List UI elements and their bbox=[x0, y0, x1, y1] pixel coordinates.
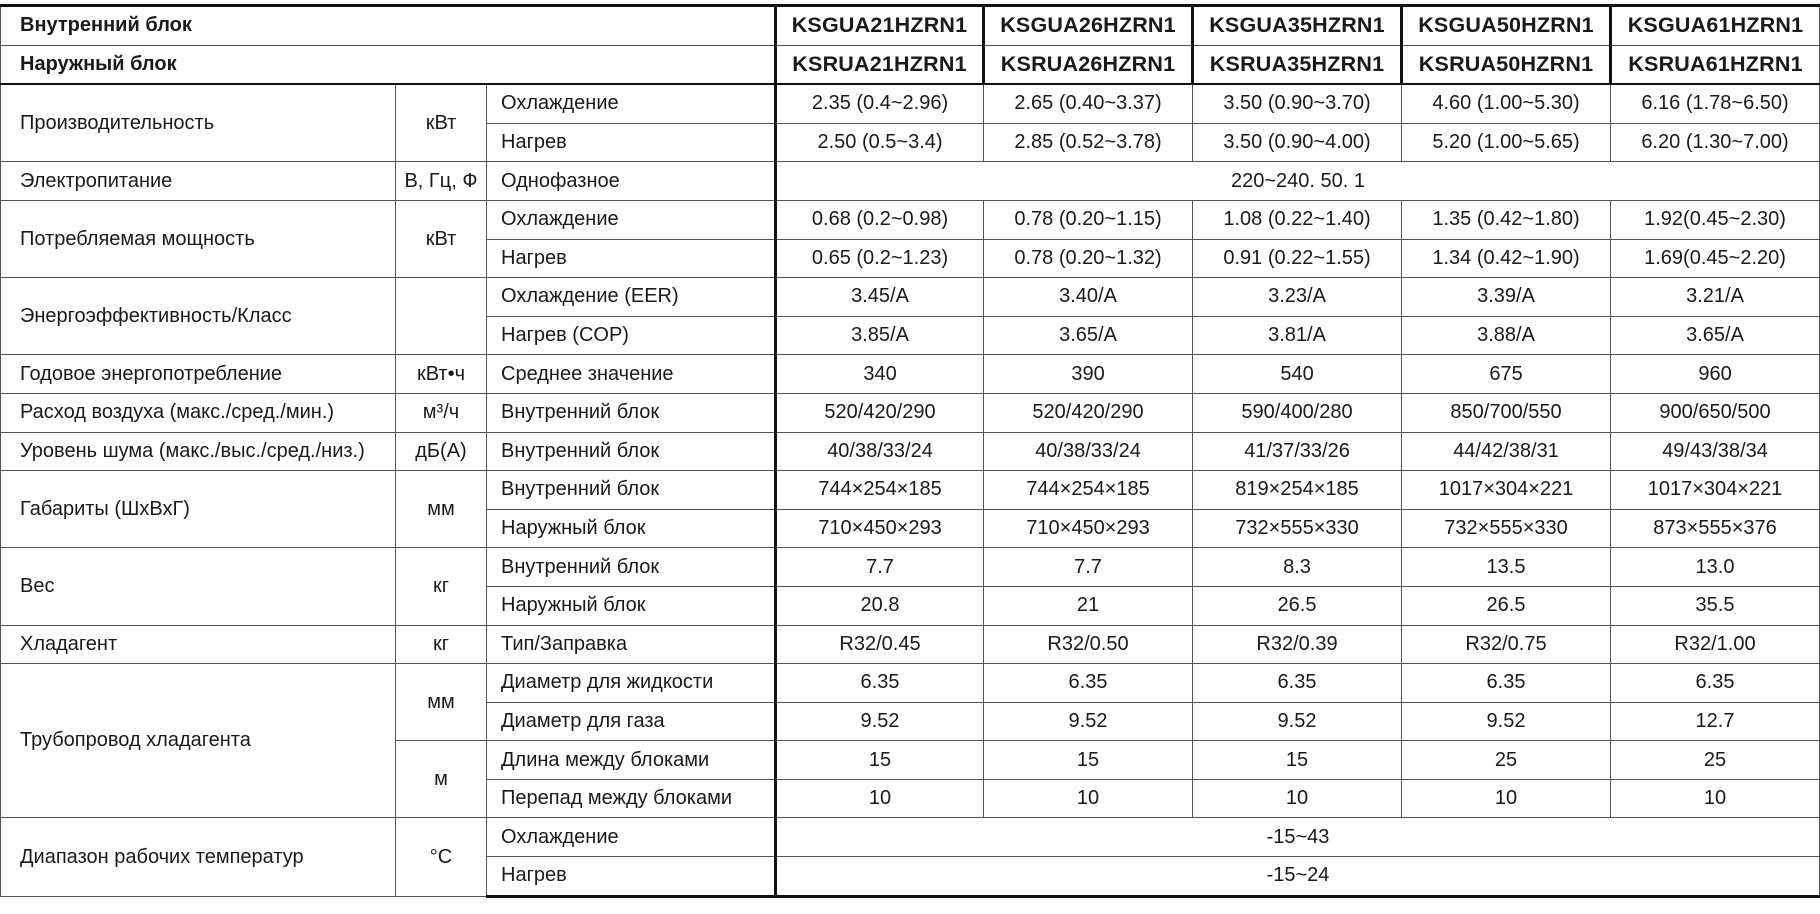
sub-label: Диаметр для газа bbox=[487, 702, 776, 741]
param-label: Производительность bbox=[1, 84, 396, 162]
indoor-model: KSGUA61HZRN1 bbox=[1611, 6, 1820, 46]
merged-value-cell: -15~43 bbox=[776, 818, 1820, 857]
value-cell: 4.60 (1.00~5.30) bbox=[1402, 84, 1611, 123]
value-cell: 710×450×293 bbox=[776, 509, 984, 548]
unit-label: В, Гц, Ф bbox=[396, 162, 487, 201]
sub-label: Нагрев (COP) bbox=[487, 316, 776, 355]
value-cell: 520/420/290 bbox=[776, 393, 984, 432]
value-cell: 40/38/33/24 bbox=[984, 432, 1193, 471]
value-cell: 10 bbox=[1611, 779, 1820, 818]
param-label: Габариты (ШхВхГ) bbox=[1, 471, 396, 548]
outdoor-unit-label: Наружный блок bbox=[1, 45, 776, 84]
value-cell: 15 bbox=[776, 741, 984, 780]
unit-label: кВт bbox=[396, 84, 487, 162]
value-cell: 675 bbox=[1402, 355, 1611, 394]
value-cell: 13.0 bbox=[1611, 548, 1820, 587]
value-cell: R32/0.75 bbox=[1402, 625, 1611, 664]
sub-label: Охлаждение bbox=[487, 84, 776, 123]
value-cell: 590/400/280 bbox=[1193, 393, 1402, 432]
sub-label: Тип/Заправка bbox=[487, 625, 776, 664]
table-row bbox=[1, 162, 1820, 201]
value-cell: 3.85/A bbox=[776, 316, 984, 355]
indoor-model: KSGUA26HZRN1 bbox=[984, 6, 1193, 46]
unit-label: °C bbox=[396, 818, 487, 896]
unit-label bbox=[396, 278, 487, 355]
value-cell: 3.21/A bbox=[1611, 278, 1820, 317]
value-cell: 9.52 bbox=[1402, 702, 1611, 741]
value-cell: 6.35 bbox=[776, 664, 984, 703]
value-cell: 873×555×376 bbox=[1611, 509, 1820, 548]
table-row bbox=[1, 471, 1820, 510]
value-cell: 1017×304×221 bbox=[1611, 471, 1820, 510]
sub-label: Наружный блок bbox=[487, 509, 776, 548]
sub-label: Наружный блок bbox=[487, 586, 776, 625]
table-row bbox=[1, 625, 1820, 664]
value-cell: 3.88/A bbox=[1402, 316, 1611, 355]
indoor-model: KSGUA50HZRN1 bbox=[1402, 6, 1611, 46]
outdoor-model: KSRUA50HZRN1 bbox=[1402, 45, 1611, 84]
value-cell: 6.35 bbox=[1402, 664, 1611, 703]
value-cell: 25 bbox=[1611, 741, 1820, 780]
value-cell: 41/37/33/26 bbox=[1193, 432, 1402, 471]
value-cell: 3.40/A bbox=[984, 278, 1193, 317]
value-cell: 6.20 (1.30~7.00) bbox=[1611, 123, 1820, 162]
value-cell: 732×555×330 bbox=[1402, 509, 1611, 548]
unit-label: кВт bbox=[396, 200, 487, 277]
param-label: Энергоэффективность/Класс bbox=[1, 278, 396, 355]
unit-label: м bbox=[396, 741, 487, 818]
value-cell: 35.5 bbox=[1611, 586, 1820, 625]
value-cell: 2.50 (0.5~3.4) bbox=[776, 123, 984, 162]
indoor-model: KSGUA35HZRN1 bbox=[1193, 6, 1402, 46]
indoor-model: KSGUA21HZRN1 bbox=[776, 6, 984, 46]
value-cell: 3.65/A bbox=[984, 316, 1193, 355]
value-cell: 13.5 bbox=[1402, 548, 1611, 587]
value-cell: 6.35 bbox=[1193, 664, 1402, 703]
outdoor-model: KSRUA61HZRN1 bbox=[1611, 45, 1820, 84]
value-cell: 0.65 (0.2~1.23) bbox=[776, 239, 984, 278]
outdoor-model: KSRUA21HZRN1 bbox=[776, 45, 984, 84]
table-row bbox=[1, 818, 1820, 857]
value-cell: 1.34 (0.42~1.90) bbox=[1402, 239, 1611, 278]
unit-label: мм bbox=[396, 664, 487, 741]
value-cell: 44/42/38/31 bbox=[1402, 432, 1611, 471]
value-cell: 0.68 (0.2~0.98) bbox=[776, 200, 984, 239]
outdoor-model: KSRUA26HZRN1 bbox=[984, 45, 1193, 84]
value-cell: 340 bbox=[776, 355, 984, 394]
param-label: Электропитание bbox=[1, 162, 396, 201]
value-cell: 2.85 (0.52~3.78) bbox=[984, 123, 1193, 162]
unit-label: м³/ч bbox=[396, 393, 487, 432]
sub-label: Однофазное bbox=[487, 162, 776, 201]
sub-label: Перепад между блоками bbox=[487, 779, 776, 818]
value-cell: 1.92(0.45~2.30) bbox=[1611, 200, 1820, 239]
sub-label: Охлаждение (EER) bbox=[487, 278, 776, 317]
value-cell: 8.3 bbox=[1193, 548, 1402, 587]
value-cell: 3.81/A bbox=[1193, 316, 1402, 355]
merged-value-cell: 220~240. 50. 1 bbox=[776, 162, 1820, 201]
param-label: Потребляемая мощность bbox=[1, 200, 396, 277]
param-label: Вес bbox=[1, 548, 396, 625]
value-cell: 6.16 (1.78~6.50) bbox=[1611, 84, 1820, 123]
value-cell: 0.78 (0.20~1.32) bbox=[984, 239, 1193, 278]
value-cell: 960 bbox=[1611, 355, 1820, 394]
value-cell: 15 bbox=[1193, 741, 1402, 780]
unit-label: дБ(А) bbox=[396, 432, 487, 471]
value-cell: 744×254×185 bbox=[984, 471, 1193, 510]
value-cell: 7.7 bbox=[984, 548, 1193, 587]
value-cell: 900/650/500 bbox=[1611, 393, 1820, 432]
merged-value-cell: -15~24 bbox=[776, 857, 1820, 897]
sub-label: Нагрев bbox=[487, 857, 776, 897]
sub-label: Охлаждение bbox=[487, 818, 776, 857]
table-row bbox=[1, 355, 1820, 394]
value-cell: 710×450×293 bbox=[984, 509, 1193, 548]
value-cell: 3.50 (0.90~4.00) bbox=[1193, 123, 1402, 162]
value-cell: 390 bbox=[984, 355, 1193, 394]
value-cell: 1017×304×221 bbox=[1402, 471, 1611, 510]
value-cell: 20.8 bbox=[776, 586, 984, 625]
value-cell: R32/0.45 bbox=[776, 625, 984, 664]
value-cell: 1.08 (0.22~1.40) bbox=[1193, 200, 1402, 239]
value-cell: 732×555×330 bbox=[1193, 509, 1402, 548]
value-cell: 12.7 bbox=[1611, 702, 1820, 741]
header-indoor-row bbox=[1, 6, 1820, 46]
table-row bbox=[1, 664, 1820, 703]
value-cell: R32/0.50 bbox=[984, 625, 1193, 664]
param-label: Трубопровод хладагента bbox=[1, 664, 396, 818]
table-row bbox=[1, 393, 1820, 432]
value-cell: 9.52 bbox=[984, 702, 1193, 741]
value-cell: 1.35 (0.42~1.80) bbox=[1402, 200, 1611, 239]
value-cell: 3.23/A bbox=[1193, 278, 1402, 317]
param-label: Уровень шума (макс./выс./сред./низ.) bbox=[1, 432, 396, 471]
value-cell: 21 bbox=[984, 586, 1193, 625]
param-label: Расход воздуха (макс./сред./мин.) bbox=[1, 393, 396, 432]
value-cell: 7.7 bbox=[776, 548, 984, 587]
value-cell: 10 bbox=[1193, 779, 1402, 818]
table-row bbox=[1, 548, 1820, 587]
value-cell: 540 bbox=[1193, 355, 1402, 394]
param-label: Диапазон рабочих температур bbox=[1, 818, 396, 896]
value-cell: 3.45/A bbox=[776, 278, 984, 317]
param-label: Хладагент bbox=[1, 625, 396, 664]
value-cell: 3.39/A bbox=[1402, 278, 1611, 317]
value-cell: R32/1.00 bbox=[1611, 625, 1820, 664]
sub-label: Охлаждение bbox=[487, 200, 776, 239]
value-cell: 6.35 bbox=[984, 664, 1193, 703]
specifications-table bbox=[0, 4, 1820, 898]
param-label: Годовое энергопотребление bbox=[1, 355, 396, 394]
sub-label: Среднее значение bbox=[487, 355, 776, 394]
table-row bbox=[1, 200, 1820, 239]
value-cell: 2.65 (0.40~3.37) bbox=[984, 84, 1193, 123]
value-cell: 25 bbox=[1402, 741, 1611, 780]
unit-label: мм bbox=[396, 471, 487, 548]
value-cell: 40/38/33/24 bbox=[776, 432, 984, 471]
sub-label: Диаметр для жидкости bbox=[487, 664, 776, 703]
unit-label: кг bbox=[396, 548, 487, 625]
table-row bbox=[1, 84, 1820, 123]
value-cell: 2.35 (0.4~2.96) bbox=[776, 84, 984, 123]
value-cell: 10 bbox=[984, 779, 1193, 818]
indoor-unit-label: Внутренний блок bbox=[1, 6, 776, 46]
sub-label: Внутренний блок bbox=[487, 393, 776, 432]
value-cell: 3.50 (0.90~3.70) bbox=[1193, 84, 1402, 123]
value-cell: 6.35 bbox=[1611, 664, 1820, 703]
value-cell: 5.20 (1.00~5.65) bbox=[1402, 123, 1611, 162]
value-cell: 9.52 bbox=[776, 702, 984, 741]
value-cell: 850/700/550 bbox=[1402, 393, 1611, 432]
value-cell: 744×254×185 bbox=[776, 471, 984, 510]
sub-label: Нагрев bbox=[487, 123, 776, 162]
table-row bbox=[1, 432, 1820, 471]
value-cell: 10 bbox=[1402, 779, 1611, 818]
value-cell: 819×254×185 bbox=[1193, 471, 1402, 510]
value-cell: 9.52 bbox=[1193, 702, 1402, 741]
header-outdoor-row bbox=[1, 45, 1820, 84]
value-cell: 26.5 bbox=[1193, 586, 1402, 625]
sub-label: Длина между блоками bbox=[487, 741, 776, 780]
sub-label: Нагрев bbox=[487, 239, 776, 278]
value-cell: 10 bbox=[776, 779, 984, 818]
value-cell: 15 bbox=[984, 741, 1193, 780]
value-cell: 0.78 (0.20~1.15) bbox=[984, 200, 1193, 239]
sub-label: Внутренний блок bbox=[487, 548, 776, 587]
outdoor-model: KSRUA35HZRN1 bbox=[1193, 45, 1402, 84]
value-cell: 1.69(0.45~2.20) bbox=[1611, 239, 1820, 278]
sub-label: Внутренний блок bbox=[487, 432, 776, 471]
value-cell: 0.91 (0.22~1.55) bbox=[1193, 239, 1402, 278]
value-cell: 3.65/A bbox=[1611, 316, 1820, 355]
value-cell: 49/43/38/34 bbox=[1611, 432, 1820, 471]
table-row bbox=[1, 278, 1820, 317]
value-cell: 520/420/290 bbox=[984, 393, 1193, 432]
value-cell: R32/0.39 bbox=[1193, 625, 1402, 664]
sub-label: Внутренний блок bbox=[487, 471, 776, 510]
unit-label: кВт•ч bbox=[396, 355, 487, 394]
unit-label: кг bbox=[396, 625, 487, 664]
value-cell: 26.5 bbox=[1402, 586, 1611, 625]
